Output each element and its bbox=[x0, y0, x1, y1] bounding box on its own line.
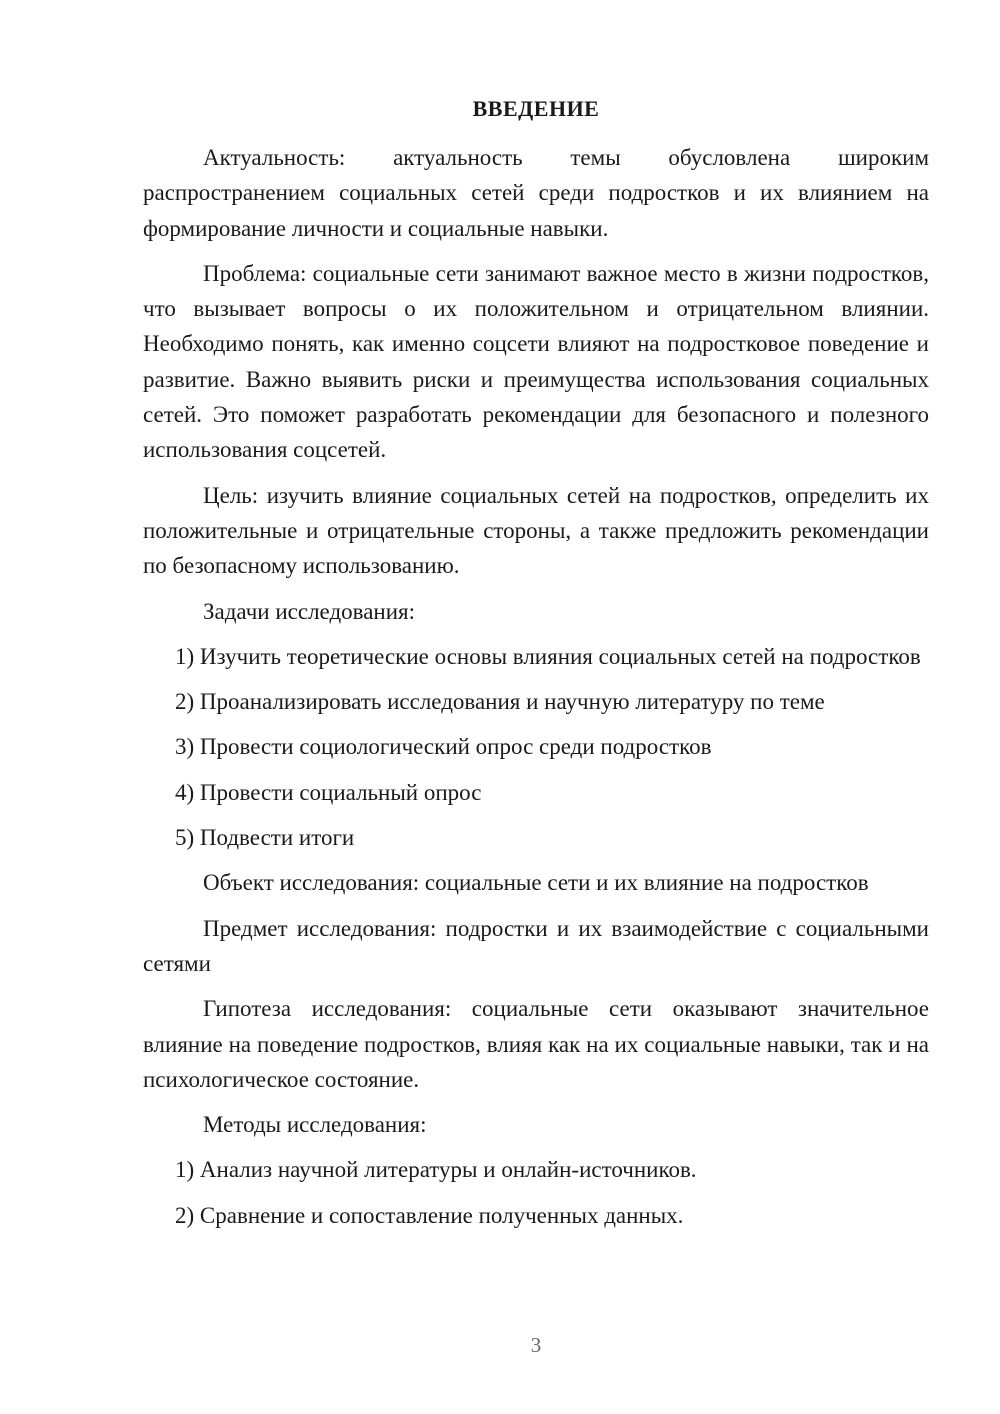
page-number: 3 bbox=[530, 1333, 542, 1357]
task-item-1: 1) Изучить теоретические основы влияния социальных сетей на подростков bbox=[175, 643, 921, 669]
relevance-paragraph: Актуальность: актуальность темы обусловлена широким распространением социальных сетей среди подростков и их влиянием на формирование личности и социальные навыки. bbox=[143, 145, 929, 241]
tasks-title: Задачи исследования: bbox=[203, 598, 416, 624]
subject-paragraph: Предмет исследования: подростки и их взаимодействие с социальными сетями bbox=[143, 915, 929, 976]
methods-title: Методы исследования: bbox=[203, 1112, 427, 1138]
goal-paragraph: Цель: изучить влияние социальных сетей на подростков, определить их положительные и отрицательные стороны, а также предложить рекомендации по безопасному использованию. bbox=[143, 482, 929, 579]
task-item-3: 3) Провести социологический опрос среди подростков bbox=[175, 734, 712, 760]
task-item-5: 5) Подвести итоги bbox=[175, 825, 355, 851]
task-item-2: 2) Проанализировать исследования и научную литературу по теме bbox=[175, 689, 825, 715]
document-body bbox=[143, 140, 929, 1243]
section-heading: ВВЕДЕНИЕ bbox=[472, 96, 600, 121]
method-item-2: 2) Сравнение и сопоставление полученных данных. bbox=[175, 1202, 684, 1228]
object-paragraph: Объект исследования: социальные сети и их влияние на подростков bbox=[203, 870, 869, 896]
method-item-1: 1) Анализ научной литературы и онлайн-источников. bbox=[175, 1157, 697, 1183]
hypothesis-paragraph: Гипотеза исследования: социальные сети оказывают значительное влияние на поведение подростков, влияя как на их социальные навыки, так и на психологическое состояние. bbox=[143, 996, 929, 1092]
task-item-4: 4) Провести социальный опрос bbox=[175, 779, 482, 805]
problem-paragraph: Проблема: социальные сети занимают важное место в жизни подростков, что вызывает вопросы о их положительном и отрицательном влиянии. Необходимо понять, как именно соцсети влияют на подростковое поведение и развитие. Важно выявить риски и преимущества использования социальных сетей. Это поможет разработать рекомендации для безопасного и полезного использования соцсетей. bbox=[143, 260, 929, 463]
